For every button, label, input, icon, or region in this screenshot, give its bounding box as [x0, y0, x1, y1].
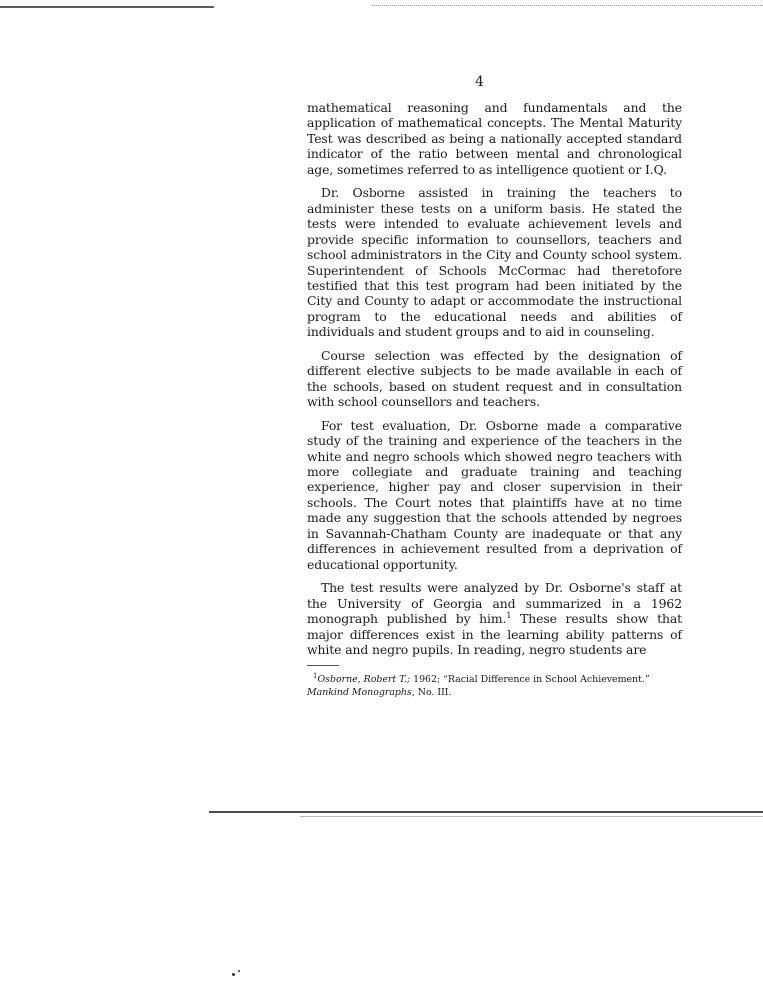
footnote-number: 1: [313, 672, 318, 681]
paragraph: For test evaluation, Dr. Osborne made a comparative study of the training and experience of the teachers in the white and negro schools which showed negro teachers with more collegiate and graduate training and teaching experience, higher pay and closer supervision in their schools. The Court notes that plaintiffs have at no time made any suggestion that the schools attended by negroes in Savannah-Chatham County are inadequate or that any differences in achievement resulted from a deprivation of educational opportunity.: [307, 417, 682, 572]
footnote-author: Osborne, Robert T.;: [317, 674, 411, 686]
footnote-divider: [307, 665, 339, 666]
paragraph-with-footnote-ref: [307, 580, 682, 657]
paragraph: Course selection was effected by the designation of different elective subjects to be made available in each of the schools, based on student request and in consultation with school counsellors and teachers.: [307, 347, 682, 410]
scan-edge-top-right: [372, 5, 763, 6]
footnote-reference: 1: [506, 610, 512, 620]
scan-edge-top-left: [0, 6, 214, 8]
paragraph-text: These results show that major differences exist in the learning ability patterns of white and negro pupils. In reading, negro students are: [307, 611, 683, 657]
body-text: [307, 100, 682, 700]
footnote: [307, 670, 682, 699]
footnote-issue: No. III.: [414, 687, 452, 699]
paragraph: Dr. Osborne assisted in training the teachers to administer these tests on a uniform basis. He stated the tests were intended to evaluate achievement levels and provide specific information to counsellors, teachers and school administrators in the City and County school system. Superintendent of Schools McCormac had theretofore testified that this test program had been initiated by the City and County to adapt or accommodate the instructional program to the educational needs and abilities of individuals and student groups and to aid in counseling.: [307, 185, 682, 340]
scan-speck: [238, 970, 240, 972]
footnote-text: 1962; “Racial Difference in School Achievement.”: [410, 674, 650, 686]
scan-edge-bottom-faint: [300, 816, 763, 817]
footnote-series: Mankind Monographs,: [307, 687, 415, 699]
page-number: 4: [475, 74, 484, 90]
paragraph-text: The test results were analyzed by Dr. Osborne's staff at the University of Georgia and summarized in a 1962 monograph published by him.: [307, 580, 682, 627]
paragraph: mathematical reasoning and fundamentals and the application of mathematical concepts. The Mental Maturity Test was described as being a nationally accepted standard indicator of the ratio between mental and chronological age, sometimes referred to as intelligence quotient or I.Q.: [307, 100, 682, 177]
scan-edge-bottom: [209, 811, 763, 813]
scan-speck: [232, 973, 235, 976]
